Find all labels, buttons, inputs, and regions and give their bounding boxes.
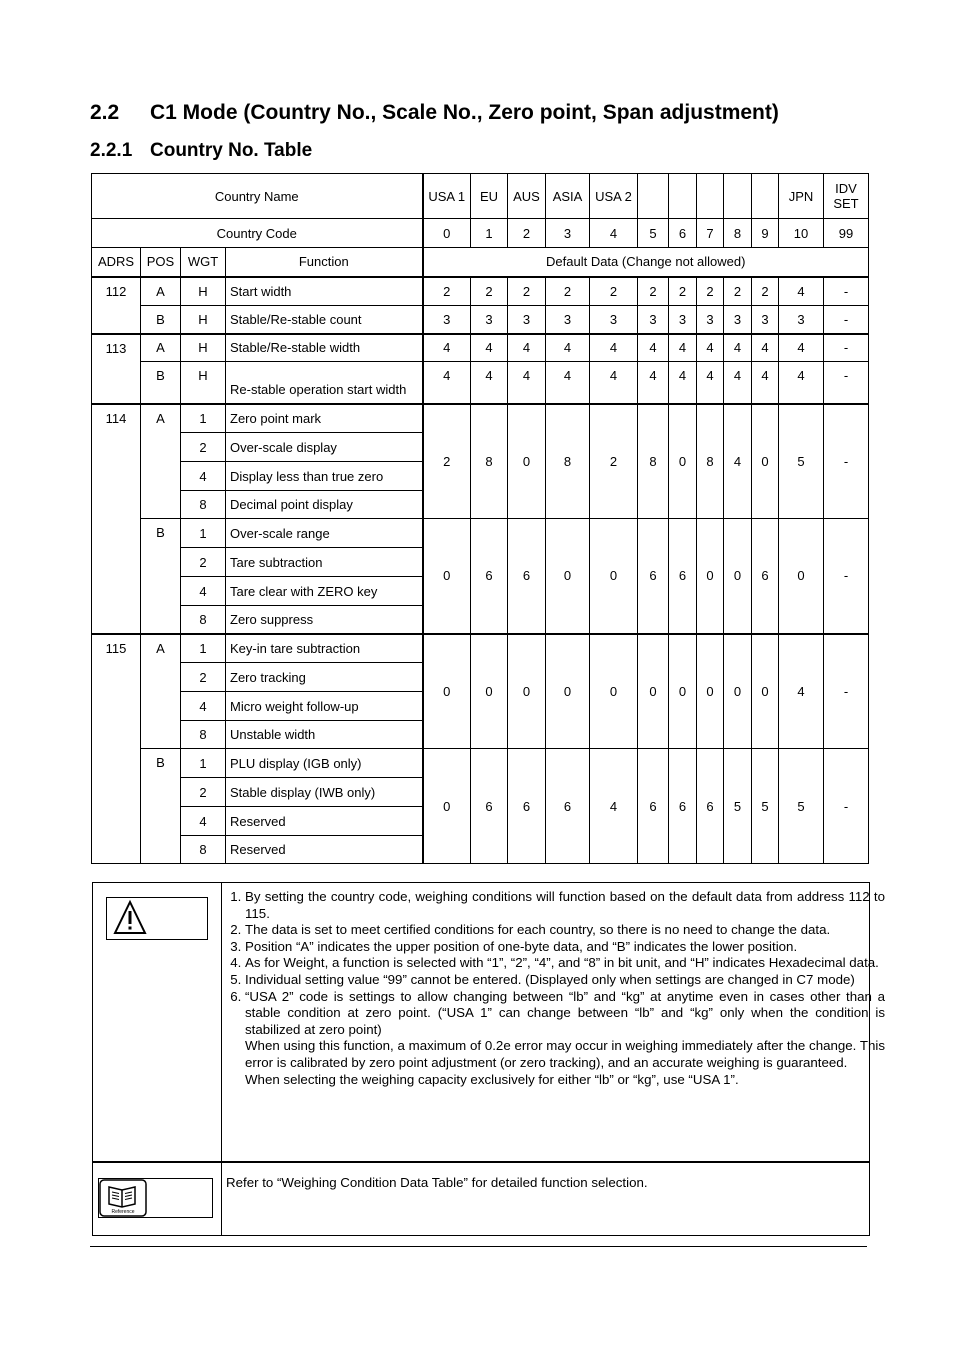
function-cell: PLU display (IGB only) [226,749,423,778]
country-name-cell: AUS [508,174,546,219]
default-value-cell: 3 [752,306,779,334]
warning-triangle-icon [107,898,207,939]
country-name-cell: IDV SET [824,174,869,219]
default-value-cell: 0 [508,634,546,749]
header-default-data: Default Data (Change not allowed) [423,248,869,277]
adrs-cell: 113 [92,334,141,362]
note-text: 6. “USA 2” code is settings to allow changing between “lb” and “kg” at anytime even in cases other than a stable condition at zero point. (“USA 1” can change between “lb” and “kg” only when the condition is stabilized at zero point) [245,988,885,1037]
bit-data-row [92,634,869,663]
function-cell: Zero suppress [226,606,423,634]
subsection-number: 2.2.1 [90,140,133,161]
default-value-cell: 4 [724,362,752,404]
country-code-cell: 1 [471,219,508,248]
default-value-cell: 4 [779,334,824,362]
column-header-row [92,248,869,277]
function-cell: Start width [226,277,423,306]
wgt-cell: 4 [181,692,226,721]
function-cell: Stable/Re-stable width [226,334,423,362]
default-value-cell: 4 [779,634,824,749]
wgt-cell: H [181,277,226,306]
country-code-cell: 7 [697,219,724,248]
function-cell: Zero tracking [226,663,423,692]
country-name-cell: ASIA [546,174,590,219]
note-text: 5. Individual setting value “99” cannot be entered. (Displayed only when settings are changed in C7 mode) [245,971,855,987]
default-value-cell: 2 [638,277,669,306]
country-code-cell: 99 [824,219,869,248]
wgt-cell: 4 [181,462,226,491]
function-cell: Tare subtraction [226,548,423,577]
default-value-cell: 3 [669,306,697,334]
reference-book-icon [99,1179,212,1217]
wgt-cell: 8 [181,606,226,634]
default-value-cell: 4 [724,334,752,362]
default-value-cell: 4 [471,334,508,362]
default-value-cell: 4 [638,362,669,404]
default-value-cell: 3 [638,306,669,334]
default-value-cell: 8 [471,404,508,519]
section-number: 2.2 [90,101,120,124]
function-cell: Key-in tare subtraction [226,634,423,663]
note-item [245,955,885,972]
function-cell: Stable display (IWB only) [226,778,423,807]
country-no-table [91,173,869,864]
hex-data-row [92,334,869,362]
default-value-cell: 0 [546,519,590,634]
default-value-cell: 6 [471,749,508,864]
function-cell: Reserved [226,807,423,836]
wgt-cell: 1 [181,634,226,663]
default-value-cell: 3 [724,306,752,334]
section-heading [90,101,779,125]
note-text-extra: When selecting the weighing capacity exclusively for either “lb” or “kg”, use “USA 1”. [245,1071,739,1087]
default-value-cell: 0 [724,519,752,634]
default-value-cell: 6 [638,749,669,864]
default-value-cell: 2 [752,277,779,306]
default-value-cell: 3 [423,306,471,334]
default-value-cell: 2 [590,404,638,519]
country-code-cell: 6 [669,219,697,248]
reference-box [98,1178,213,1218]
note-item [245,972,885,989]
country-name-cell [638,174,669,219]
function-cell: Over-scale display [226,433,423,462]
default-value-cell: 4 [590,362,638,404]
country-code-cell: 8 [724,219,752,248]
note-item [245,889,885,922]
pos-cell: B [141,749,181,864]
function-cell: Unstable width [226,721,423,749]
function-cell: Micro weight follow-up [226,692,423,721]
wgt-cell: 1 [181,519,226,548]
bit-data-row [92,749,869,778]
country-name-cell: EU [471,174,508,219]
adrs-cell [92,306,141,334]
hex-data-row [92,306,869,334]
pos-cell: A [141,404,181,519]
wgt-cell: 1 [181,749,226,778]
function-cell: Tare clear with ZERO key [226,577,423,606]
function-cell: Reserved [226,836,423,864]
country-name-cell: JPN [779,174,824,219]
notes-list [223,889,885,1088]
function-cell: Re-stable operation start width [226,362,423,404]
default-value-cell: 2 [508,277,546,306]
default-value-cell: 4 [508,362,546,404]
wgt-cell: 8 [181,836,226,864]
pos-cell: B [141,306,181,334]
default-value-cell: 4 [779,362,824,404]
hex-data-row [92,362,869,404]
default-value-cell: 5 [779,749,824,864]
function-cell: Over-scale range [226,519,423,548]
default-value-cell: 0 [590,634,638,749]
country-code-label: Country Code [92,219,423,248]
default-value-cell: 8 [697,404,724,519]
adrs-cell [92,362,141,404]
default-value-cell: 0 [697,519,724,634]
notes-box [92,882,885,1236]
footer-rule [90,1246,867,1247]
default-value-cell: 6 [669,749,697,864]
default-value-cell: 4 [590,334,638,362]
default-value-cell: 2 [423,404,471,519]
country-code-cell: 4 [590,219,638,248]
default-value-cell: 6 [752,519,779,634]
default-value-cell: 0 [546,634,590,749]
default-value-cell: 0 [779,519,824,634]
default-value-cell: 4 [546,334,590,362]
note-text-extra: When using this function, a maximum of 0.2e error may occur in weighing immediately after the change. This error is calibrated by zero point adjustment (or zero tracking), and an accurate weighing is guaranteed. [245,1038,885,1070]
default-value-cell: 8 [546,404,590,519]
default-value-cell: 2 [423,277,471,306]
subsection-heading [90,140,312,162]
default-value-cell: 0 [423,634,471,749]
default-value-cell: - [824,404,869,519]
default-value-cell: 2 [697,277,724,306]
pos-cell: B [141,362,181,404]
adrs-cell: 114 [92,404,141,519]
country-code-cell: 9 [752,219,779,248]
default-value-cell: 3 [508,306,546,334]
default-value-cell: 6 [638,519,669,634]
default-value-cell: 4 [423,362,471,404]
default-value-cell: 2 [590,277,638,306]
default-value-cell: 4 [638,334,669,362]
default-value-cell: 0 [423,749,471,864]
header-function: Function [226,248,423,277]
adrs-cell: 112 [92,277,141,306]
default-value-cell: 5 [724,749,752,864]
default-value-cell: 5 [752,749,779,864]
bit-data-row [92,404,869,433]
pos-cell: A [141,277,181,306]
section-title: C1 Mode (Country No., Scale No., Zero point, Span adjustment) [150,101,779,124]
default-value-cell: 6 [546,749,590,864]
function-cell: Stable/Re-stable count [226,306,423,334]
default-value-cell: 4 [423,334,471,362]
country-code-row [92,219,869,248]
wgt-cell: 2 [181,548,226,577]
warning-box [106,897,208,940]
default-value-cell: 3 [697,306,724,334]
default-value-cell: 6 [697,749,724,864]
country-code-cell: 3 [546,219,590,248]
adrs-cell [92,519,141,634]
country-name-cell: USA 1 [423,174,471,219]
default-value-cell: 0 [471,634,508,749]
wgt-cell: 4 [181,577,226,606]
reference-label: Reference [111,1209,135,1215]
country-name-cell: USA 2 [590,174,638,219]
header-adrs: ADRS [92,248,141,277]
country-name-cell [752,174,779,219]
bit-data-row [92,519,869,548]
wgt-cell: 8 [181,491,226,519]
adrs-cell [92,749,141,864]
default-value-cell: 0 [638,634,669,749]
wgt-cell: 4 [181,807,226,836]
default-value-cell: 8 [638,404,669,519]
default-value-cell: 3 [590,306,638,334]
default-value-cell: 4 [669,362,697,404]
note-item [245,989,885,1089]
default-value-cell: - [824,749,869,864]
function-cell: Zero point mark [226,404,423,433]
country-name-cell [697,174,724,219]
note-text: 3. Position “A” indicates the upper position of one-byte data, and “B” indicates the lower position. [245,938,798,954]
default-value-cell: 2 [724,277,752,306]
wgt-cell: 8 [181,721,226,749]
country-name-row [92,174,869,219]
wgt-cell: H [181,362,226,404]
default-value-cell: 2 [546,277,590,306]
default-value-cell: 4 [590,749,638,864]
function-cell: Display less than true zero [226,462,423,491]
default-value-cell: 0 [508,404,546,519]
note-item [245,939,885,956]
subsection-title: Country No. Table [150,140,313,161]
wgt-cell: H [181,306,226,334]
default-value-cell: 2 [471,277,508,306]
default-value-cell: 0 [697,634,724,749]
default-value-cell: 4 [697,334,724,362]
note-text: 2. The data is set to meet certified conditions for each country, so there is no need to change the data. [245,922,831,938]
default-value-cell: 0 [752,404,779,519]
hex-data-row [92,277,869,306]
default-value-cell: - [824,334,869,362]
country-name-cell [724,174,752,219]
default-value-cell: - [824,277,869,306]
wgt-cell: 2 [181,663,226,692]
default-value-cell: 4 [752,334,779,362]
country-name-label: Country Name [92,174,423,219]
default-value-cell: - [824,634,869,749]
default-value-cell: 0 [724,634,752,749]
note-item [245,922,885,939]
default-value-cell: 6 [669,519,697,634]
default-value-cell: 3 [779,306,824,334]
default-value-cell: 4 [752,362,779,404]
default-value-cell: 6 [471,519,508,634]
default-value-cell: 4 [669,334,697,362]
default-value-cell: 0 [669,404,697,519]
country-code-cell: 2 [508,219,546,248]
default-value-cell: 4 [779,277,824,306]
default-value-cell: 6 [508,519,546,634]
header-wgt: WGT [181,248,226,277]
wgt-cell: 1 [181,404,226,433]
default-value-cell: 0 [669,634,697,749]
default-value-cell: - [824,519,869,634]
default-value-cell: 3 [471,306,508,334]
default-value-cell: 0 [752,634,779,749]
wgt-cell: 2 [181,778,226,807]
pos-cell: A [141,634,181,749]
country-name-cell [669,174,697,219]
default-value-cell: 0 [590,519,638,634]
default-value-cell: 4 [697,362,724,404]
default-value-cell: 4 [471,362,508,404]
pos-cell: B [141,519,181,634]
country-code-cell: 0 [423,219,471,248]
header-pos: POS [141,248,181,277]
default-value-cell: 5 [779,404,824,519]
note-text: 4. As for Weight, a function is selected with “1”, “2”, “4”, and “8” in bit unit, and “H” indicates Hexadecimal data. [245,955,879,971]
pos-cell: A [141,334,181,362]
wgt-cell: H [181,334,226,362]
wgt-cell: 2 [181,433,226,462]
default-value-cell: 4 [546,362,590,404]
note-text: 1. By setting the country code, weighing conditions will function based on the default data from address 112 to 115. [245,889,885,921]
default-value-cell: - [824,362,869,404]
default-value-cell: 0 [423,519,471,634]
adrs-cell: 115 [92,634,141,749]
default-value-cell: - [824,306,869,334]
country-code-cell: 10 [779,219,824,248]
default-value-cell: 3 [546,306,590,334]
default-value-cell: 2 [669,277,697,306]
default-value-cell: 6 [508,749,546,864]
function-cell: Decimal point display [226,491,423,519]
default-value-cell: 4 [724,404,752,519]
country-code-cell: 5 [638,219,669,248]
default-value-cell: 4 [508,334,546,362]
reference-text: Refer to “Weighing Condition Data Table” for detailed function selection. [226,1175,648,1190]
